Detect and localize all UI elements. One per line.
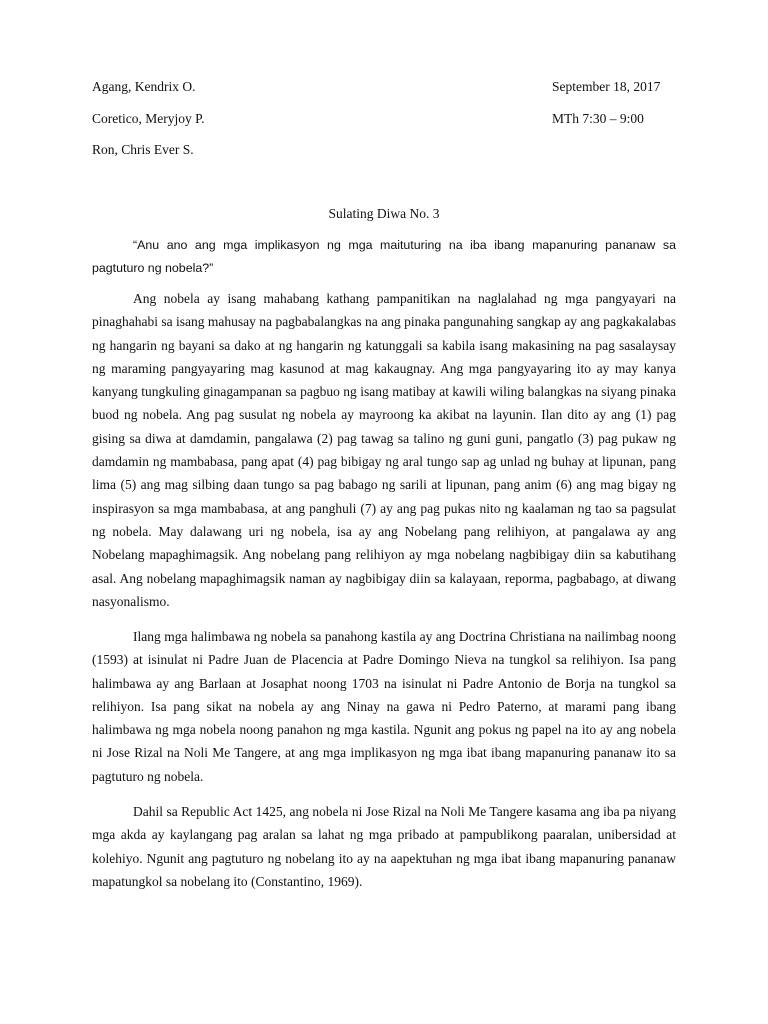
class-schedule: MTh 7:30 – 9:00	[552, 111, 644, 126]
guiding-question: “Anu ano ang mga implikasyon ng mga maituturing na iba ibang mapanuring pananaw sa pagtuturo ng nobela?”	[92, 238, 676, 275]
author-name-1: Agang, Kendrix O.	[92, 79, 196, 94]
document-date: September 18, 2017	[552, 79, 661, 94]
paragraph-1: Ang nobela ay isang mahabang kathang pampanitikan na naglalahad ng mga pangyayari na pinaghahabi sa isang mahusay na pagbabalangkas na ang pinaka pangunahing sangkap ay ang pagkakalabas ng hangarin ng bayani sa dako at ng hangarin ng katunggali sa kabila isang makasining na pag sasalaysay ng maraming pangyayaring mag kasunod at mag kakaugnay. Ang mga pangyayaring ito ay may kanya kanyang tungkuling ginagampanan sa pagbuo ng isang matibay at kawili wiling balangkas na siyang pinaka buod ng nobela. Ang pag susulat ng nobela ay mayroong ka akibat na layunin. Ilan dito ay ang (1) pag gising sa diwa at damdamin, pangalawa (2) pag tawag sa talino ng guni guni, pangatlo (3) pag pukaw ng damdamin ng mambabasa, pang apat (4) pag bibigay ng aral tungo sap ag unlad ng buhay at lipunan, pang lima (5) ang mag silbing daan tungo sa pag babago ng sarili at lipunan, pang anim (6) ang mag bigay ng inspirasyon sa mga mambabasa, at ang panghuli (7) ay ang pag pukas nito ng kaalaman ng tao sa pagsulat ng nobela. May dalawang uri ng nobela, isa ay ang Nobelang pang relihiyon, at pangalawa ay ang Nobelang mapaghimagsik. Ang nobelang pang relihiyon ay mga nobelang nagbibigay diin sa kabutihang asal. Ang nobelang mapaghimagsik naman ay nagbibigay diin sa kalayaan, reporma, pagbabago, at diwang nasyonalismo.	[92, 291, 676, 609]
header-row-2	[92, 110, 676, 128]
header-row-1	[92, 78, 676, 96]
paragraph-3: Dahil sa Republic Act 1425, ang nobela ni Jose Rizal na Noli Me Tangere kasama ang iba pa niyang mga akda ay kaylangang pag aralan sa lahat ng mga pribado at pampublikong paaralan, unibersidad at kolehiyo. Ngunit ang pagtuturo ng nobelang ito ay na aapektuhan ng mga ibat ibang mapanuring pananaw mapatungkol sa nobelang ito (Constantino, 1969).	[92, 804, 676, 889]
author-name-3: Ron, Chris Ever S.	[92, 142, 194, 157]
header-row-3	[92, 141, 676, 159]
document-title: Sulating Diwa No. 3	[328, 206, 440, 221]
paragraph-2: Ilang mga halimbawa ng nobela sa panahong kastila ay ang Doctrina Christiana na nailimbag noong (1593) at isinulat ni Padre Juan de Placencia at Padre Domingo Nieva na tungkol sa relihiyon. Isa pang halimbawa ay ang Barlaan at Josaphat noong 1703 na isinulat ni Padre Antonio de Borja na tungkol sa relihiyon. Isa pang sikat na nobela ay ang Ninay na gawa ni Pedro Paterno, at marami pang ibang halimbawa ng mga nobela noong panahon ng mga kastila. Ngunit ang pokus ng papel na ito ay ang nobela ni Jose Rizal na Noli Me Tangere, at ang mga implikasyon ng mga ibat ibang mapanuring pananaw ito sa pagtuturo ng nobela.	[92, 629, 676, 784]
author-name-2: Coretico, Meryjoy P.	[92, 111, 205, 126]
